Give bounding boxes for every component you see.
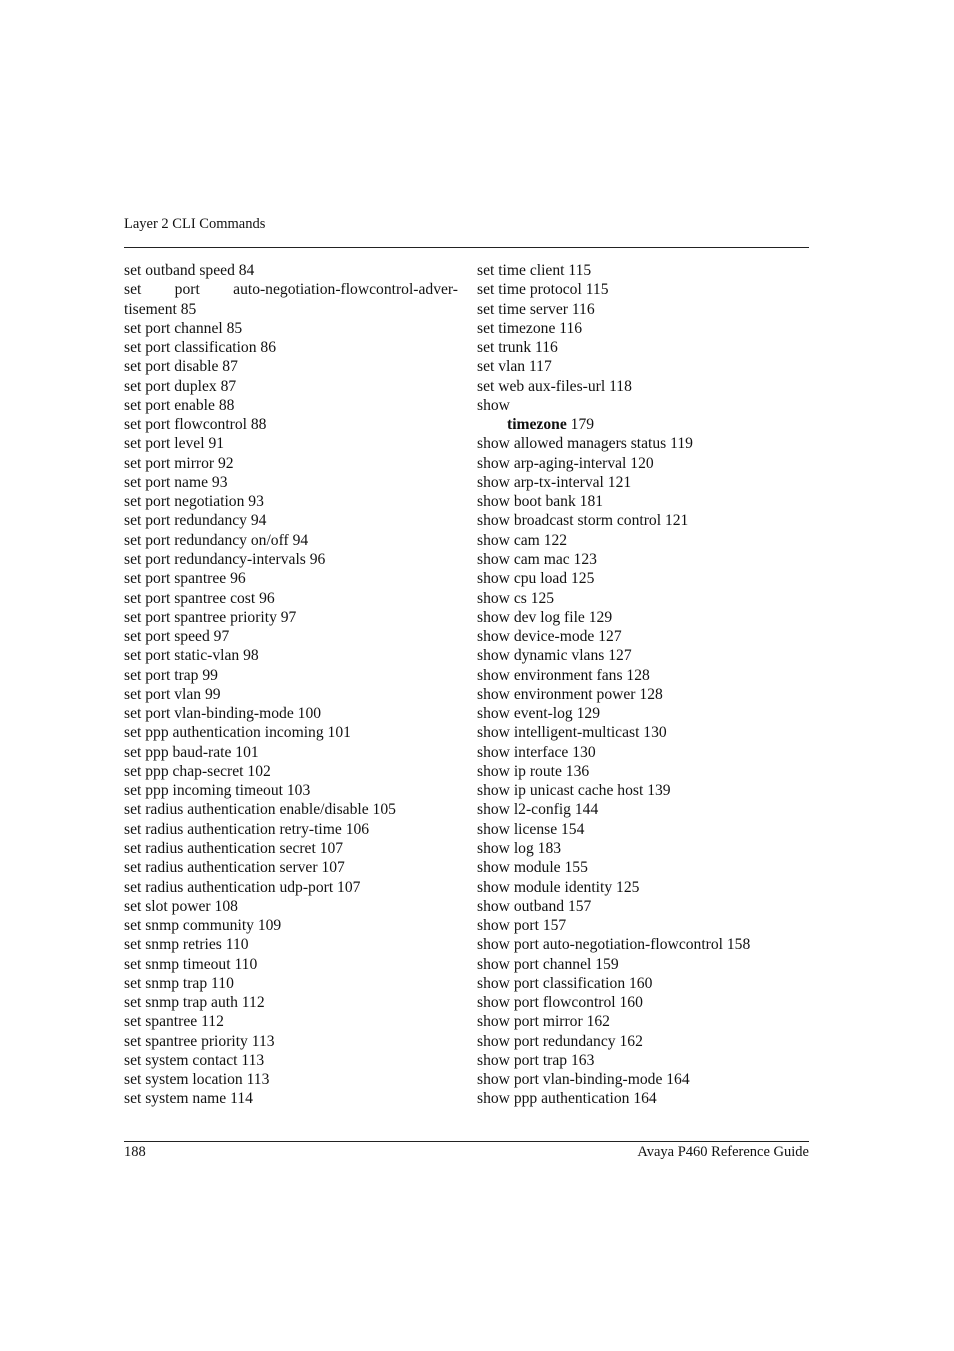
index-entry: set outband speed 84 [124, 262, 255, 279]
index-entry: show dev log file 129 [477, 608, 613, 626]
index-entry: show log 183 [477, 839, 562, 857]
index-entry: show cam mac 123 [477, 550, 597, 568]
index-entry: show intelligent-multicast 130 [477, 724, 667, 742]
index-entry: show environment power 128 [477, 685, 663, 703]
index-entry: set port spantree 96 [124, 570, 246, 588]
index-entry: show l2-config 144 [477, 801, 599, 819]
index-entry: set vlan 117 [477, 358, 552, 376]
index-entry: show cam 122 [477, 531, 568, 549]
index-entry: show arp-tx-interval 121 [477, 473, 632, 491]
index-entry: show interface 130 [477, 743, 596, 761]
index-entry: set system location 113 [124, 1071, 270, 1089]
document-title: Avaya P460 Reference Guide [637, 1144, 809, 1160]
index-entry: show ppp authentication 164 [477, 1090, 657, 1108]
index-entry: show module identity 125 [477, 878, 640, 896]
index-entry: show boot bank 181 [477, 493, 604, 511]
index-entry: tisement 85 [124, 300, 197, 318]
footer-rule [124, 1141, 809, 1142]
index-entry: set snmp community 109 [124, 917, 282, 935]
index-column-right [477, 261, 817, 1109]
index-entry: set port trap 99 [124, 666, 218, 684]
index-entry: show port redundancy 162 [477, 1032, 643, 1050]
index-entry: show ip route 136 [477, 762, 590, 780]
index-entry: set system name 114 [124, 1090, 253, 1108]
index-entry: set port vlan-binding-mode 100 [124, 705, 322, 723]
index-entry: set ppp chap-secret 102 [124, 762, 271, 780]
index-entry: show port mirror 162 [477, 1013, 610, 1031]
index-entry: set slot power 108 [124, 897, 238, 915]
index-entry: set time protocol 115 [477, 281, 609, 299]
index-entry: show port 157 [477, 917, 567, 935]
index-entry: show dynamic vlans 127 [477, 647, 632, 665]
index-entry: set port redundancy on/off 94 [124, 531, 309, 549]
index-column-left [124, 261, 458, 1109]
index-entry: show broadcast storm control 121 [477, 512, 689, 530]
index-entry: set timezone 116 [477, 319, 583, 337]
index-entry: set port spantree cost 96 [124, 589, 275, 607]
index-entry: show port trap 163 [477, 1051, 595, 1069]
index-entry: set port name 93 [124, 473, 228, 491]
index-entry: set radius authentication retry-time 106 [124, 820, 370, 838]
index-entry: show ip unicast cache host 139 [477, 782, 671, 800]
index-entry: show outband 157 [477, 897, 592, 915]
index-entry: set port disable 87 [124, 358, 238, 376]
index-entry: set radius authentication udp-port 107 [124, 878, 361, 896]
index-entry: set port duplex 87 [124, 377, 237, 395]
index-entry: show event-log 129 [477, 705, 600, 723]
index-entry [477, 415, 817, 434]
index-entry: set snmp trap 110 [124, 974, 234, 992]
index-entry: set port enable 88 [124, 396, 235, 414]
index-entry: show port vlan-binding-mode 164 [477, 1071, 690, 1089]
index-entry: set port negotiation 93 [124, 493, 264, 511]
index-entry: set time client 115 [477, 262, 592, 279]
index-entry: show license 154 [477, 820, 585, 838]
index-entry: show environment fans 128 [477, 666, 650, 684]
index-entry: set port classification 86 [124, 339, 277, 357]
index-entry: set ppp incoming timeout 103 [124, 782, 311, 800]
page-number: 188 [124, 1144, 146, 1160]
index-entry: show arp-aging-interval 120 [477, 454, 654, 472]
index-entry: set port channel 85 [124, 319, 243, 337]
index-subentry-term: timezone [507, 416, 567, 434]
index-entry: set spantree 112 [124, 1013, 224, 1031]
index-subentry-page: 179 [566, 416, 595, 434]
index-entry: set port static-vlan 98 [124, 647, 259, 665]
index-entry: show port auto-negotiation-flowcontrol 158 [477, 936, 751, 954]
index-entry: set port auto-negotiation-flowcontrol-adver- [124, 281, 458, 299]
header-rule [124, 247, 809, 248]
index-entry: set port level 91 [124, 435, 225, 453]
index-entry: set port spantree priority 97 [124, 608, 297, 626]
index-entry: set snmp trap auth 112 [124, 994, 265, 1012]
index-entry: set radius authentication secret 107 [124, 839, 344, 857]
index-entry: set snmp timeout 110 [124, 955, 258, 973]
index-entry: show port classification 160 [477, 974, 653, 992]
index-entry: set port flowcontrol 88 [124, 416, 267, 434]
index-entry: show port flowcontrol 160 [477, 994, 643, 1012]
index-entry: set web aux-files-url 118 [477, 377, 632, 395]
index-entry: set port redundancy-intervals 96 [124, 550, 326, 568]
index-entry: show cpu load 125 [477, 570, 595, 588]
index-entry: set port redundancy 94 [124, 512, 267, 530]
index-entry: set radius authentication server 107 [124, 859, 345, 877]
index-entry: set port vlan 99 [124, 685, 221, 703]
index-entry: set ppp authentication incoming 101 [124, 724, 351, 742]
index-entry: set port mirror 92 [124, 454, 234, 472]
index-entry: show allowed managers status 119 [477, 435, 693, 453]
index-entry: set snmp retries 110 [124, 936, 249, 954]
running-header: Layer 2 CLI Commands [124, 216, 266, 232]
index-entry: set ppp baud-rate 101 [124, 743, 259, 761]
index-entry: show cs 125 [477, 589, 555, 607]
index-entry: show module 155 [477, 859, 588, 877]
index-entry: show [477, 396, 510, 414]
index-entry: set trunk 116 [477, 339, 558, 357]
index-entry: set port speed 97 [124, 628, 230, 646]
index-entry: show port channel 159 [477, 955, 619, 973]
index-entry: set radius authentication enable/disable 105 [124, 801, 396, 819]
index-entry: set time server 116 [477, 300, 595, 318]
index-entry: set spantree priority 113 [124, 1032, 275, 1050]
index-entry: show device-mode 127 [477, 628, 622, 646]
index-entry: set system contact 113 [124, 1051, 265, 1069]
